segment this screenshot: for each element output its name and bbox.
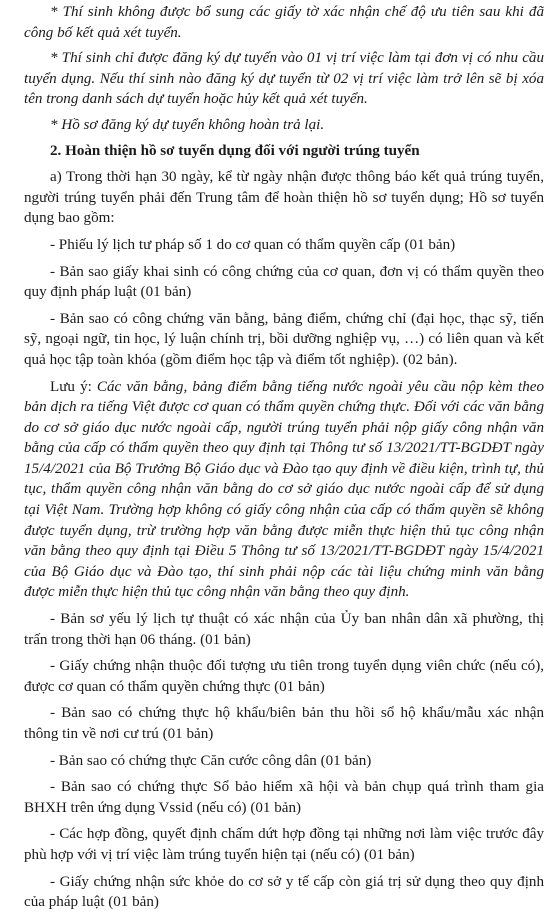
list-item: - Bản sơ yếu lý lịch tự thuật có xác nhận của Ủy ban nhân dân xã phường, thị trấn trong thời hạn 06 tháng. (01 bản) xyxy=(24,611,544,648)
list-item: - Phiếu lý lịch tư pháp số 1 do cơ quan có thẩm quyền cấp (01 bản) xyxy=(50,236,456,253)
section-intro: a) Trong thời hạn 30 ngày, kể từ ngày nhận được thông báo kết quả trúng tuyển, người trúng tuyển phải đến Trung tâm để hoàn thiện hồ sơ tuyển dụng; Hồ sơ tuyển dụng bao gồm: xyxy=(24,169,544,227)
note-no-return: * Hồ sơ đăng ký dự tuyển không hoàn trả lại. xyxy=(50,116,325,133)
list-item: - Giấy chứng nhận thuộc đối tượng ưu tiên trong tuyển dụng viên chức (nếu có), được cơ quan có thẩm quyền chứng thực (01 bản) xyxy=(24,658,544,695)
note-single-position: * Thí sinh chỉ được đăng ký dự tuyển vào 01 vị trí việc làm tại đơn vị có nhu cầu tuyển dụng. Nếu thí sinh nào đăng ký dự tuyển từ 02 vị trí việc làm trở lên sẽ bị xóa tên trong danh sách dự tuyển hoặc hủy kết quả xét tuyển. xyxy=(24,50,544,108)
note-no-supplement: * Thí sinh không được bổ sung các giấy tờ xác nhận chế độ ưu tiên sau khi đã công bố kết quả xét tuyển. xyxy=(24,4,544,41)
list-item: - Bản sao có chứng thực hộ khẩu/biên bản thu hồi sổ hộ khẩu/mẫu xác nhận thông tin về nơi cư trú (01 bản) xyxy=(24,705,544,742)
caution-text: Các văn bằng, bảng điểm bằng tiếng nước ngoài yêu cầu nộp kèm theo bản dịch ra tiếng Việt được cơ quan có thẩm quyền chứng thực. Đối với các văn bằng do cơ sở giáo dục nước ngoài cấp, người trúng tuyển phải nộp giấy công nhận văn bằng của cấp có thẩm quyền theo quy định tại Thông tư số 13/2021/TT-BGDĐT ngày 15/4/2021 của Bộ Trưởng Bộ Giáo dục và Đào tạo quy định về điều kiện, trình tự, thủ tục, thẩm quyền công nhận văn bằng do cơ sở giáo dục nước ngoài cấp để sử dụng tại Việt Nam. Trường hợp không có giấy công nhận của cấp có thẩm quyền sẽ không được tuyển dụng, trừ trường hợp văn bằng được miễn thực hiện thủ tục công nhận văn bằng theo quy định tại Điều 5 Thông tư số 13/2021/TT-BGDĐT ngày 15/4/2021 của Bộ Giáo dục và Đào tạo, thí sinh phải nộp các tài liệu chứng minh văn bằng được miễn thực hiện thủ tục công nhận văn bằng theo quy định. xyxy=(24,378,544,601)
list-item: - Bản sao có công chứng văn bằng, bảng điểm, chứng chỉ (đại học, thạc sỹ, tiến sỹ, ngoại ngữ, tin học, lý luận chính trị, bồi dưỡng nghiệp vụ, …) có liên quan và kết quả học tập toàn khóa (gồm điểm học tập và điểm tốt nghiệp). (02 bản). xyxy=(24,310,544,368)
list-item: - Bản sao giấy khai sinh có công chứng của cơ quan, đơn vị có thẩm quyền theo quy định pháp luật (01 bản) xyxy=(24,263,544,301)
list-item: - Giấy chứng nhận sức khỏe do cơ sở y tế cấp còn giá trị sử dụng theo quy định của pháp luật (01 bản) xyxy=(24,873,544,911)
list-item: - Bản sao có chứng thực Sổ bảo hiểm xã hội và bản chụp quá trình tham gia BHXH trên ứng dụng Vssid (nếu có) (01 bản) xyxy=(24,779,544,816)
list-item: - Bản sao có chứng thực Căn cước công dân (01 bản) xyxy=(50,752,372,769)
caution-label: Lưu ý: xyxy=(50,378,92,395)
section-heading: 2. Hoàn thiện hồ sơ tuyển dụng đối với người trúng tuyển xyxy=(50,142,420,159)
list-item: - Các hợp đồng, quyết định chấm dứt hợp đồng tại những nơi làm việc trước đây phù hợp với vị trí việc làm trúng tuyển hiện tại (nếu có) (01 bản) xyxy=(24,826,544,863)
caution-paragraph xyxy=(24,377,544,604)
